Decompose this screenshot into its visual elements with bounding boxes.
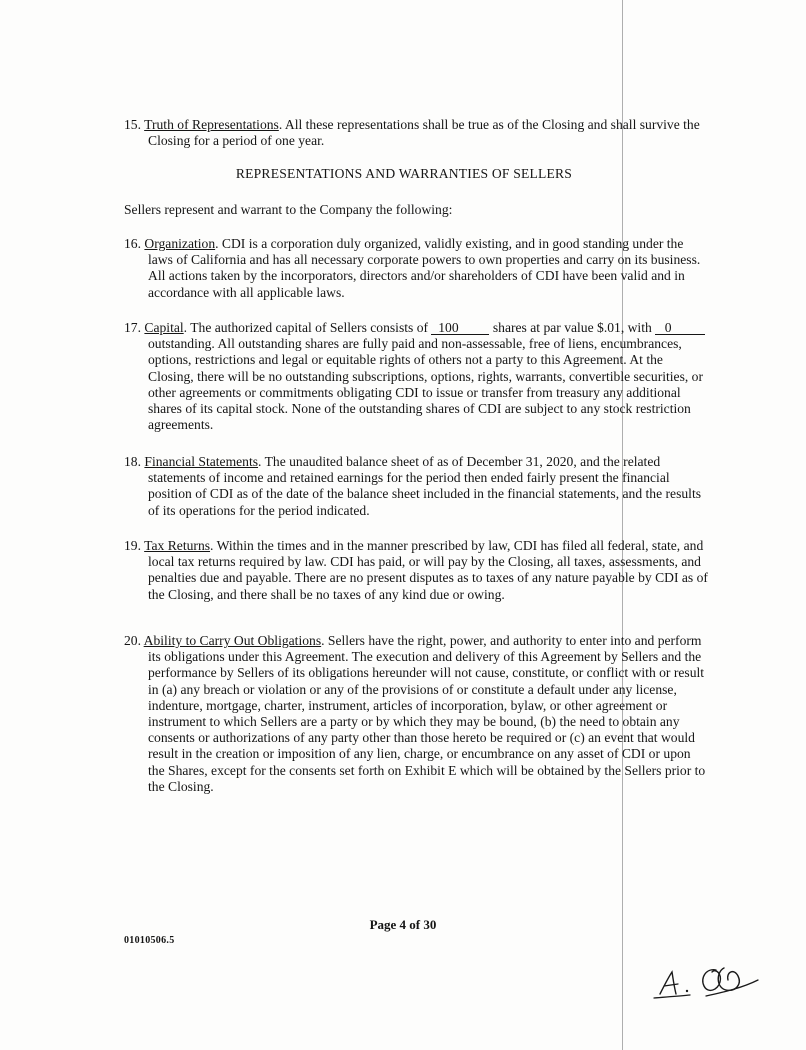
item-18: [124, 454, 708, 519]
item-16-number: 16.: [124, 236, 141, 251]
scan-artifact-line: [622, 0, 623, 1050]
authorized-shares-field: 100: [431, 321, 489, 335]
document-id: 01010506.5: [124, 935, 175, 946]
item-19-title: Tax Returns: [144, 538, 211, 553]
item-19-number: 19.: [124, 538, 141, 553]
item-16-body: . CDI is a corporation duly organized, validly existing, and in good standing under the laws of California and has all necessary corporate powers to own properties and carry on its business. All actions taken by the incorporators, directors and/or shareholders of CDI have been valid and in accordance with all applicable laws.: [148, 236, 701, 300]
item-16: [124, 236, 708, 301]
item-17-body-b: shares at par value $.01, with: [492, 320, 652, 335]
item-20: [124, 633, 708, 795]
item-17: [124, 320, 708, 433]
section-heading: REPRESENTATIONS AND WARRANTIES OF SELLERS: [235, 166, 573, 181]
item-17-number: 17.: [124, 320, 141, 335]
item-18-body: . The unaudited balance sheet of as of December 31, 2020, and the related statements of income and retained earnings for the period then ended fairly present the financial position of CDI as of the date of the balance sheet included in the financial statements, and the results of its operations for the period indicated.: [148, 454, 702, 518]
item-15: [124, 117, 708, 149]
item-20-body: . Sellers have the right, power, and authority to enter into and perform its obligations under this Agreement. The execution and delivery of this Agreement by Sellers and the performance by Sellers of its obligations hereunder will not cause, constitute, or conflict with or result in (a) any breach or violation or any of the provisions of or constitute a default under any license, indenture, mortgage, charter, instrument, articles of incorporation, bylaw, or other agreement or instrument to which Sellers are a party or by which they may be bound, (b) the need to obtain any consents or authorizations of any party other than those hereto be required or (c) an event that would result in the creation or imposition of any lien, charge, or encumbrance on any asset of CDI or upon the Shares, except for the consents set forth on Exhibit E which will be obtained by the Sellers prior to the Closing.: [148, 633, 706, 794]
item-20-title: Ability to Carry Out Obligations: [143, 633, 322, 648]
item-18-title: Financial Statements: [144, 454, 259, 469]
outstanding-shares-field: 0: [655, 321, 705, 335]
item-19-body: . Within the times and in the manner prescribed by law, CDI has filed all federal, state, and local tax returns required by law. CDI has paid, or will pay by the Closing, all taxes, assessments, and penalties due and payable. There are no present disputes as to taxes of any nature payable by CDI as of the Closing, and there shall be no taxes of any kind due or owing.: [148, 538, 708, 602]
item-19: [124, 538, 708, 603]
item-17-title: Capital: [144, 320, 184, 335]
item-15-number: 15.: [124, 117, 141, 132]
item-20-number: 20.: [124, 633, 141, 648]
handwritten-initials: [646, 958, 766, 1008]
item-17-body-a: . The authorized capital of Sellers consists of: [183, 320, 429, 335]
item-15-body: . All these representations shall be true as of the Closing and shall survive the Closing for a period of one year.: [148, 117, 700, 149]
intro-paragraph: Sellers represent and warrant to the Company the following:: [124, 202, 453, 217]
item-15-title: Truth of Representations: [144, 117, 279, 132]
item-17-body-c: outstanding. All outstanding shares are fully paid and non-assessable, free of liens, encumbrances, options, restrictions and legal or equitable rights of others not a party to this Agreement. At the Closing, there will be no outstanding subscriptions, options, rights, warrants, convertible securities, or other agreements or commitments obligating CDI to issue or transfer from treasury any additional shares of its capital stock. None of the outstanding shares of CDI are subject to any stock restriction agreements.: [148, 336, 703, 433]
page-number: Page 4 of 30: [369, 917, 437, 932]
item-16-title: Organization: [144, 236, 216, 251]
item-18-number: 18.: [124, 454, 141, 469]
